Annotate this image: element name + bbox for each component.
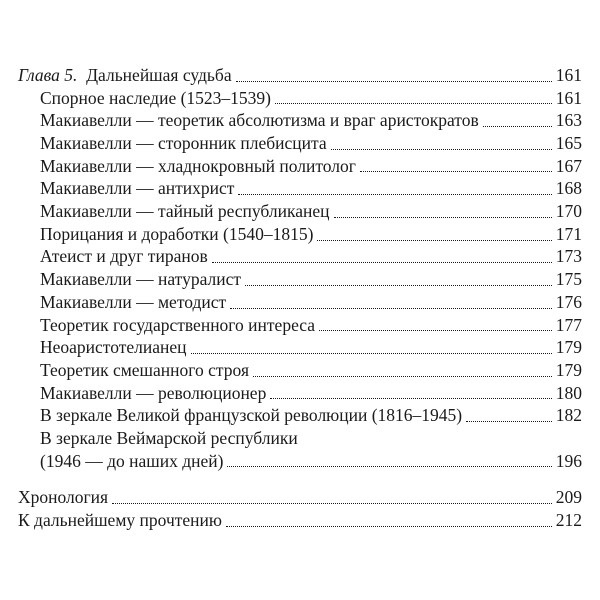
toc-entry[interactable]: [18, 382, 582, 405]
entry-title: Макиавелли — натуралист: [40, 269, 242, 290]
dot-leader: [245, 285, 552, 286]
toc-entry[interactable]: [18, 336, 582, 359]
dot-leader: [253, 376, 552, 377]
entry-title: Теоретик государственного интереса: [40, 314, 316, 335]
page-number: 212: [555, 510, 582, 531]
page-number: 161: [555, 64, 582, 85]
entry-title: В зеркале Веймарской республики: [40, 427, 298, 448]
dot-leader: [360, 171, 552, 172]
page-number: 161: [555, 87, 582, 108]
page-number: 196: [555, 450, 582, 471]
dot-leader: [212, 262, 552, 263]
toc-entry[interactable]: [18, 246, 582, 269]
chapter-label: [18, 64, 232, 87]
entry-title: Макиавелли — методист: [40, 291, 227, 312]
toc-entry[interactable]: [18, 200, 582, 223]
page-number: 165: [555, 133, 582, 154]
page-number: 179: [555, 337, 582, 358]
entry-title: Макиавелли — революционер: [40, 382, 267, 403]
page-number: 170: [555, 201, 582, 222]
page-number: 180: [555, 382, 582, 403]
dot-leader: [483, 126, 552, 127]
chapter-prefix: Глава 5.: [18, 64, 78, 85]
entry-title: Хронология: [18, 487, 109, 508]
dot-leader: [319, 330, 552, 331]
page-number: 176: [555, 291, 582, 312]
dot-leader: [270, 398, 551, 399]
toc-entry[interactable]: [18, 109, 582, 132]
page-number: 182: [555, 405, 582, 426]
entry-title: В зеркале Великой французской революции (1816–1945): [40, 405, 463, 426]
dot-leader: [191, 353, 552, 354]
dot-leader: [112, 503, 552, 504]
toc-backmatter-entry[interactable]: [18, 509, 582, 532]
dot-leader: [230, 308, 552, 309]
toc-entry-line1[interactable]: [18, 427, 582, 450]
toc-entry[interactable]: [18, 155, 582, 178]
dot-leader: [331, 149, 552, 150]
dot-leader: [334, 217, 552, 218]
entry-title: Спорное наследие (1523–1539): [40, 87, 271, 108]
entry-title: Атеист и друг тиранов: [40, 246, 208, 267]
toc-entry[interactable]: [18, 404, 582, 427]
toc-chapter-row[interactable]: [18, 64, 582, 87]
page-number: 175: [555, 269, 582, 290]
entry-title: Порицания и доработки (1540–1815): [40, 223, 314, 244]
entry-title: Макиавелли — тайный республиканец: [40, 201, 330, 222]
page-number: 179: [555, 359, 582, 380]
toc-backmatter-entry[interactable]: [18, 486, 582, 509]
page-number: 168: [555, 178, 582, 199]
page-number: 167: [555, 155, 582, 176]
toc-entry[interactable]: [18, 87, 582, 110]
dot-leader: [275, 103, 552, 104]
toc-entry-line2[interactable]: [18, 450, 582, 473]
page-number: 177: [555, 314, 582, 335]
page-number: 173: [555, 246, 582, 267]
toc-entry[interactable]: [18, 177, 582, 200]
entry-title: Неоаристотелианец: [40, 337, 187, 358]
toc-entry[interactable]: [18, 132, 582, 155]
entry-title-continued: (1946 — до наших дней): [40, 450, 224, 471]
page-number: 171: [555, 223, 582, 244]
page-number: 163: [555, 110, 582, 131]
dot-leader: [238, 194, 551, 195]
dot-leader: [226, 526, 552, 527]
entry-title: Макиавелли — хладнокровный политолог: [40, 155, 356, 176]
toc-entry[interactable]: [18, 268, 582, 291]
toc-entry[interactable]: [18, 223, 582, 246]
chapter-title: Дальнейшая судьба: [86, 64, 232, 85]
entry-title: К дальнейшему прочтению: [18, 510, 222, 531]
entry-title: Теоретик смешанного строя: [40, 359, 249, 380]
entry-title: Макиавелли — теоретик абсолютизма и враг аристократов: [40, 110, 479, 131]
page-number: 209: [555, 487, 582, 508]
entry-title: Макиавелли — сторонник плебисцита: [40, 133, 327, 154]
dot-leader: [236, 81, 552, 82]
toc-entry[interactable]: [18, 314, 582, 337]
table-of-contents: [18, 64, 582, 532]
toc-entry[interactable]: [18, 359, 582, 382]
dot-leader: [466, 421, 552, 422]
entry-title: Макиавелли — антихрист: [40, 178, 235, 199]
toc-entry[interactable]: [18, 291, 582, 314]
dot-leader: [227, 466, 551, 467]
dot-leader: [317, 240, 551, 241]
